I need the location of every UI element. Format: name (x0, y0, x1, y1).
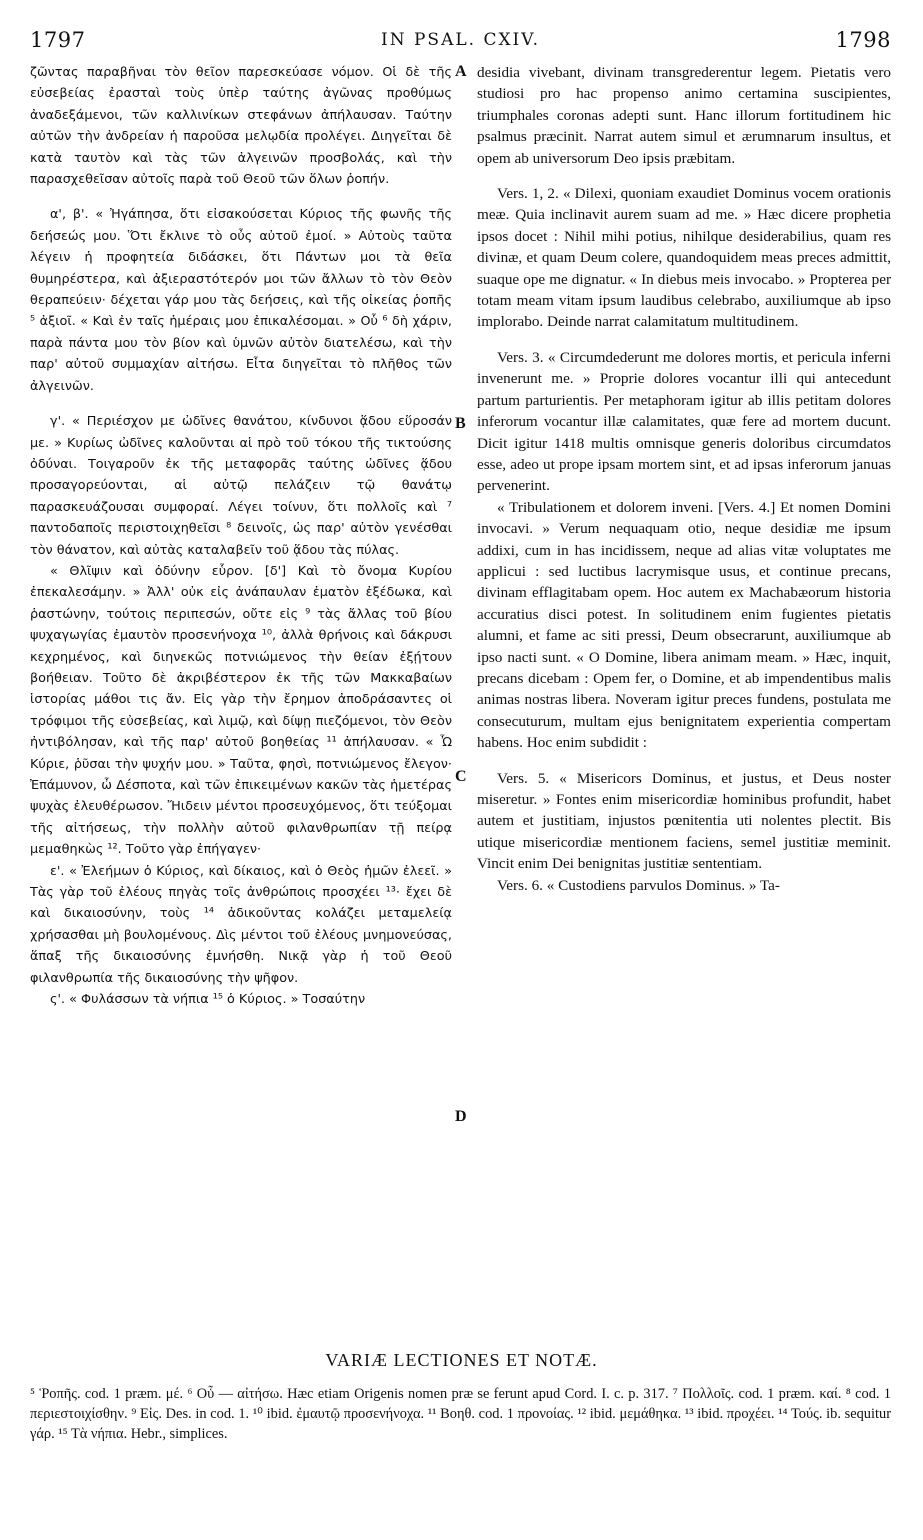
section-marker-a: A (455, 63, 467, 80)
notes-heading: VARIÆ LECTIONES ET NOTÆ. (325, 1350, 598, 1370)
greek-paragraph: ε'. « Ἐλεήμων ὁ Κύριος, καὶ δίκαιος, καὶ ὁ Θεὸς ἡμῶν ἐλεεῖ. » Τὰς γὰρ τοῦ ἐλέους πηγὰς τοῖς ἀνθρώποις προσχέει ¹³· ἔχει δὲ καὶ δικαιοσύνην, τοὺς ¹⁴ ἀδικοῦντας κολάζει μεταμελείᾳ χρήσασθαι μὴ βουλομένους. Δὶς μέντοι τοῦ ἐλέους μνημονεύσας, ἅπαξ τῆς δικαιοσύνης ἐμνήσθη. Νικᾷ γὰρ ἡ τοῦ Θεοῦ φιλανθρωπία τῆς δικαιοσύνης τὴν ψῆφον. (30, 863, 452, 986)
page-header (30, 28, 891, 58)
latin-paragraph: « Tribulationem et dolorem inveni. [Vers. 4.] Et nomen Domini invocavi. » Verum nequaquam otio, neque desidiæ me ipsum addixi, cum in has incidissem, neque ad alias vitæ voluptates me applicui : sed luctibus lacrymisque usus, et continue precans, divinam efflagitabam opem. Hoc autem ex Machabæorum historia accuratius disci potest. In solitudinem enim fugientes pietatis alumni, et fame ac siti pressi, Deum obsecrarunt, auxiliumque ab ipso nacti sunt. « O Domine, libera animam meam. » Hæc, inquit, precans dicebam : Opem fer, o Domine, et ab impendentibus malis animas nostras libera. Noveram igitur preces fundens, postulata me consecuturum, multam ejus benignitatem experientia compertam habens. Hoc enim subdidit : (477, 498, 891, 752)
section-marker-b: B (455, 415, 466, 432)
latin-column (477, 62, 891, 896)
section-marker-c: C (455, 768, 467, 785)
latin-paragraph: Vers. 5. « Misericors Dominus, et justus, et Deus noster miseretur. » Fontes enim misericordiæ hominibus profundit, habet autem et justitiam, injustos pœnitentia uti nolentes plectit. Bis utique misericordiæ mentionem faciens, semel justitiæ meminit. Vincit enim Dei benignitas justitiæ sententiam. (477, 769, 891, 873)
variant-readings-notes: ⁵ Ῥοπῆς. cod. 1 præm. μέ. ⁶ Οὗ — αἰτήσω. Hæc etiam Origenis nomen præ se ferunt apud Cord. I. c. p. 317. ⁷ Πολλοῖς. cod. 1 præm. καί. ⁸ cod. 1 περιεστοιχίσθην. ⁹ Εἰς. Des. in cod. 1. ¹⁰ ibid. ἐμαυτῷ προσενήνοχα. ¹¹ Βοηθ. cod. 1 προνοίας. ¹² ibid. μεμάθηκα. ¹³ ibid. προχέει. ¹⁴ Τούς. ib. sequitur γάρ. ¹⁵ Τὰ νήπια. Hebr., simplices. (30, 1386, 891, 1442)
greek-paragraph: α', β'. « Ἠγάπησα, ὅτι εἰσακούσεται Κύριος τῆς φωνῆς τῆς δεήσεώς μου. Ὅτι ἔκλινε τὸ οὖς αὐτοῦ ἐμοί. » Αὐτοὺς ταῦτα λέγειν ἡ προφητεία διδάσκει, ὅτι Πάντων μοι τὰ θεῖα θυμηρέστερα, καὶ ἀξιεραστότερόν μοι τῶν ἄλλων τὸ τὸν Θεὸν θεραπεύειν· δέχεται γάρ μου τὰς δεήσεις, καὶ τῆς οἰκείας ῥοπῆς ⁵ ἀξιοῖ. « Καὶ ἐν ταῖς ἡμέραις μου ἐπικαλέσομαι. » Οὗ ⁶ δὴ χάριν, παρὰ πάντα μου τὸν βίον καὶ ὑμνῶν αὐτὸν διατελέσω, καὶ τὴν παρ' αὐτοῦ συμμαχίαν αἰτήσω. Εἶτα διηγεῖται τὸ πλῆθος τῶν ἀλγεινῶν. (30, 207, 452, 394)
latin-paragraph: Vers. 6. « Custodiens parvulos Dominus. » Ta- (497, 876, 780, 894)
latin-paragraph: Vers. 3. « Circumdederunt me dolores mortis, et pericula inferni invenerunt me. » Proprie dolores vocantur illi qui antecedunt partum parturientis. Per metaphoram igitur ab illis petitam dolores inferorum vocantur illæ calamitates, quæ fere ad mortem ducunt. Dicit igitur 1418 multis omnisque generis doloribus circumdatos esse, adeo ut prope ipsam mortem sint, et ad ipsas inferorum januas pervenerint. (477, 348, 891, 495)
page-number-right: 1798 (835, 28, 891, 52)
latin-paragraph: desidia vivebant, divinam transgrederentur legem. Pietatis vero studiosi pro hac propenso animo certamina suscipientes, triumphales coronas adepti sunt. Hanc illorum fortitudinem hic psalmus præcinit. Narrat autem simul et ærumnarum insultus, et opem ab universorum Deo ipsis præbitam. (477, 64, 891, 167)
greek-paragraph: ς'. « Φυλάσσων τὰ νήπια ¹⁵ ὁ Κύριος. » Τοσαύτην (50, 992, 366, 1008)
page-number-left: 1797 (30, 28, 86, 52)
greek-paragraph: « Θλῖψιν καὶ ὀδύνην εὗρον. [δ'] Καὶ τὸ ὄνομα Κυρίου ἐπεκαλεσάμην. » Ἀλλ' οὐκ εἰς ἀνάπαυλαν ἐματὸν ἐξέδωκα, καὶ ῥαστώνην, τούτοις περιπεσών, οὔτε εἰς ⁹ τὰς ἄλλας τοῦ βίου ψυχαγωγίας ἐμαυτὸν προσενήνοχα ¹⁰, ἀλλὰ θρήνοις καὶ δάκρυσι κεχρημένος, καὶ διηνεκῶς ποτνιώμενος τὴν θείαν ἐξῄτουν βοήθειαν. Τοῦτο δὲ ἀκριβέστερον ἐκ τῆς τῶν Μακκαβαίων ἱστορίας μάθοι τις ἄν. Εἰς γὰρ τὴν ἔρημον ἀποδράσαντες οἱ τρόφιμοι τῆς εὐσεβείας, καὶ λιμῷ, καὶ δίψῃ πιεζόμενοι, τὸν Θεὸν ἠντιβόλησαν, καὶ τῆς παρ' αὐτοῦ βοηθείας ¹¹ ἀπήλαυσαν. « Ὦ Κύριε, ῥῦσαι τὴν ψυχήν μου. » Ταῦτα, φησὶ, ποτνιώμενος ἔλεγον· Ἐπάμυνον, ὦ Δέσποτα, καὶ τῶν ἐπικειμένων κακῶν τὰς ἡμετέρας ψυχὰς ἐλευθέρωσον. Ἤιδειν μέντοι προσευχόμενος, ὅτι τεύξομαι τῆς αἰτήσεως, τὴν πολλὴν αὐτοῦ φιλανθρωπίαν τῇ πείρᾳ μεμαθηκὼς ¹². Τοῦτο γὰρ ἐπήγαγεν· (30, 563, 452, 858)
latin-paragraph: Vers. 1, 2. « Dilexi, quoniam exaudiet Dominus vocem orationis meæ. Quia inclinavit aurem suam ad me. » Hæc dicere prophetia ipsos docet : Nihil mihi potius, nihilque desiderabilius, quam res divinæ, et quam Deum colere, quandoquidem meas preces admittit, suaque ope me dignatur. « In diebus meis invocabo. » Propterea per totam meam vitam ipsum laudibus celebrabo, auxiliumque ab ipso implorabo. Deinde narrat calamitatum multitudinem. (477, 185, 891, 331)
greek-paragraph: γ'. « Περιέσχον με ὠδῖνες θανάτου, κίνδυνοι ᾅδου εὕροσάν με. » Κυρίως ὠδῖνες καλοῦνται αἱ πρὸ τοῦ τόκου τῆς τικτούσης ὀδύναι. Τοιγαροῦν ἐκ τῆς μεταφορᾶς ταύτης ὠδῖνες ᾅδου προσαγορεύονται, αἱ αὐτῷ πελάζειν τῷ θανάτῳ παρασκευάζουσαι συμφοραί. Λέγει τοίνυν, ὅτι πολλοῖς καὶ ⁷ παντοδαποῖς περιστοιχηθεῖσι ⁸ δεινοῖς, ὡς παρ' αὐτὸν γενέσθαι τὸν θάνατον, καὶ αὐτὰς καταλαβεῖν τοῦ ᾅδου τὰς πύλας. (30, 414, 452, 558)
greek-paragraph: ζῶντας παραβῆναι τὸν θεῖον παρεσκεύασε νόμον. Οἱ δὲ τῆς εὐσεβείας ἐρασταὶ τοὺς ὑπὲρ ταύτης ἀγῶνας προθύμως ἀναδεξάμενοι, τῶν καλλινίκων στεφάνων ἀπήλαυσαν. Ταύτην αὐτῶν τὴν ἀνδρείαν ἡ παροῦσα μελῳδία προλέγει. Διηγεῖται δὲ κατὰ ταυτὸν καὶ τὰς τῶν ἀλγεινῶν προσβολάς, καὶ τὴν παρασχεθεῖσαν αὐτοῖς παρὰ τοῦ Θεοῦ τῶν ὅλων ῥοπήν. (30, 65, 452, 188)
greek-column (30, 62, 452, 1010)
section-marker-d: D (455, 1108, 467, 1125)
running-title: IN PSAL. CXIV. (381, 30, 540, 50)
